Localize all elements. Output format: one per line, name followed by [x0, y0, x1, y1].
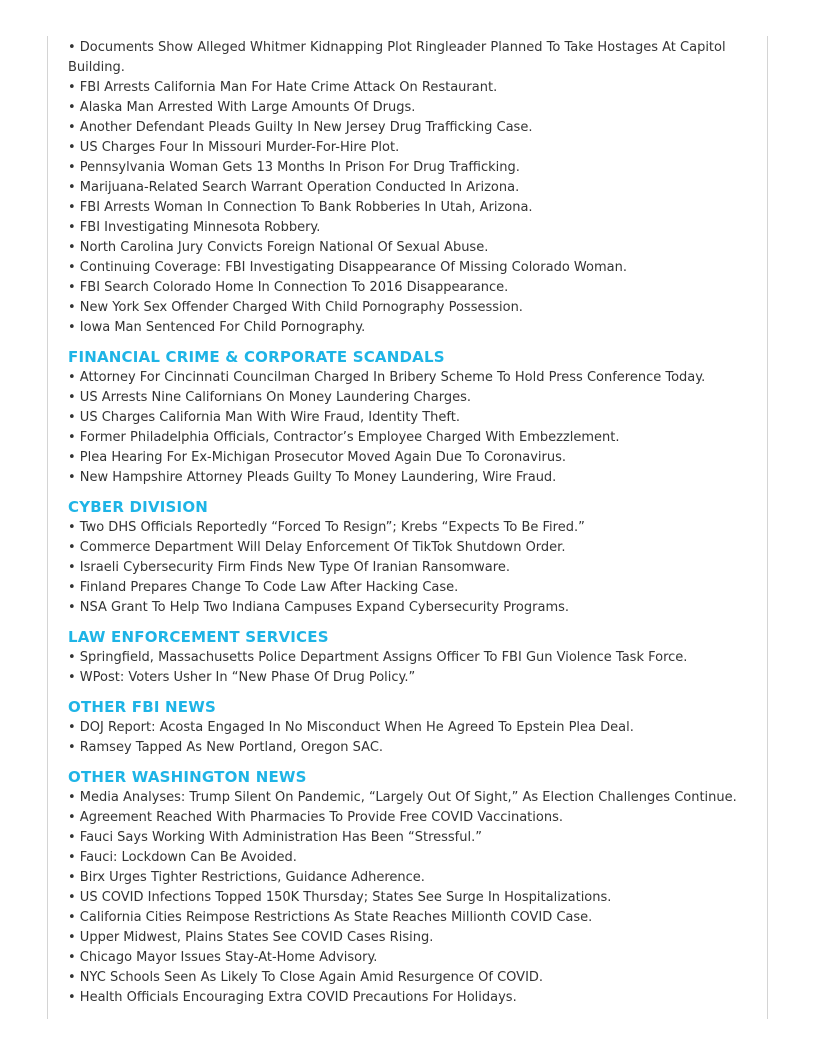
news-item[interactable]: • Two DHS Officials Reportedly “Forced To Resign”; Krebs “Expects To Be Fired.” — [68, 520, 585, 535]
section-heading: OTHER WASHINGTON NEWS — [68, 768, 307, 786]
news-item[interactable]: • DOJ Report: Acosta Engaged In No Misconduct When He Agreed To Epstein Plea Deal. — [68, 720, 634, 735]
news-item[interactable]: • WPost: Voters Usher In “New Phase Of Drug Policy.” — [68, 670, 416, 685]
news-item[interactable]: • Continuing Coverage: FBI Investigating Disappearance Of Missing Colorado Woman. — [68, 260, 627, 275]
news-item[interactable]: • Commerce Department Will Delay Enforcement Of TikTok Shutdown Order. — [68, 540, 566, 555]
news-item[interactable]: • Media Analyses: Trump Silent On Pandemic, “Largely Out Of Sight,” As Election Challenges Continue. — [68, 790, 737, 805]
section-heading: CYBER DIVISION — [68, 498, 209, 516]
news-item[interactable]: • Former Philadelphia Officials, Contractor’s Employee Charged With Embezzlement. — [68, 430, 620, 445]
news-item[interactable]: • FBI Arrests Woman In Connection To Bank Robberies In Utah, Arizona. — [68, 200, 533, 215]
news-item[interactable]: • Fauci Says Working With Administration Has Been “Stressful.” — [68, 830, 482, 845]
news-item[interactable]: • Health Officials Encouraging Extra COVID Precautions For Holidays. — [68, 990, 517, 1005]
news-item[interactable]: • New Hampshire Attorney Pleads Guilty To Money Laundering, Wire Fraud. — [68, 470, 557, 485]
news-item[interactable]: • Attorney For Cincinnati Councilman Charged In Bribery Scheme To Hold Press Conference Today. — [68, 370, 706, 385]
news-item[interactable]: • Springfield, Massachusetts Police Department Assigns Officer To FBI Gun Violence Task Force. — [68, 650, 688, 665]
section-heading: LAW ENFORCEMENT SERVICES — [68, 628, 329, 646]
news-item[interactable]: • US Arrests Nine Californians On Money Laundering Charges. — [68, 390, 472, 405]
news-item[interactable]: • Chicago Mayor Issues Stay-At-Home Advisory. — [68, 950, 378, 965]
news-item[interactable]: • FBI Arrests California Man For Hate Crime Attack On Restaurant. — [68, 80, 498, 95]
news-item[interactable]: • Finland Prepares Change To Code Law After Hacking Case. — [68, 580, 459, 595]
section-other-fbi-news — [68, 697, 758, 758]
news-item[interactable]: • NSA Grant To Help Two Indiana Campuses Expand Cybersecurity Programs. — [68, 600, 570, 615]
news-digest — [68, 38, 758, 1008]
news-item[interactable]: • US Charges Four In Missouri Murder-For-Hire Plot. — [68, 140, 400, 155]
news-item[interactable]: • Another Defendant Pleads Guilty In New Jersey Drug Trafficking Case. — [68, 120, 533, 135]
news-item[interactable]: • Birx Urges Tighter Restrictions, Guidance Adherence. — [68, 870, 425, 885]
news-item[interactable]: • Alaska Man Arrested With Large Amounts Of Drugs. — [68, 100, 416, 115]
news-item[interactable]: • Agreement Reached With Pharmacies To Provide Free COVID Vaccinations. — [68, 810, 563, 825]
news-item[interactable]: • FBI Search Colorado Home In Connection To 2016 Disappearance. — [68, 280, 509, 295]
news-item[interactable]: • Marijuana-Related Search Warrant Operation Conducted In Arizona. — [68, 180, 520, 195]
news-item[interactable]: • US COVID Infections Topped 150K Thursday; States See Surge In Hospitalizations. — [68, 890, 612, 905]
news-item[interactable]: • Pennsylvania Woman Gets 13 Months In Prison For Drug Trafficking. — [68, 160, 520, 175]
news-item[interactable]: • Fauci: Lockdown Can Be Avoided. — [68, 850, 297, 865]
news-item[interactable]: • FBI Investigating Minnesota Robbery. — [68, 220, 321, 235]
section-heading: FINANCIAL CRIME & CORPORATE SCANDALS — [68, 348, 445, 366]
news-item[interactable]: • NYC Schools Seen As Likely To Close Again Amid Resurgence Of COVID. — [68, 970, 544, 985]
section-other-washington-news — [68, 767, 758, 1008]
section-heading: OTHER FBI NEWS — [68, 698, 216, 716]
news-item[interactable]: • New York Sex Offender Charged With Child Pornography Possession. — [68, 300, 523, 315]
news-item[interactable]: • US Charges California Man With Wire Fraud, Identity Theft. — [68, 410, 460, 425]
news-item[interactable]: • Ramsey Tapped As New Portland, Oregon SAC. — [68, 740, 384, 755]
news-item[interactable]: • Documents Show Alleged Whitmer Kidnapping Plot Ringleader Planned To Take Hostages At Capitol Building. — [68, 40, 726, 75]
section-law-enforcement-services — [68, 627, 758, 688]
section-financial-crime — [68, 347, 758, 488]
section-continued — [68, 38, 758, 338]
news-item[interactable]: • Israeli Cybersecurity Firm Finds New Type Of Iranian Ransomware. — [68, 560, 510, 575]
news-item[interactable]: • Iowa Man Sentenced For Child Pornography. — [68, 320, 366, 335]
news-item[interactable]: • North Carolina Jury Convicts Foreign National Of Sexual Abuse. — [68, 240, 489, 255]
news-item[interactable]: • Plea Hearing For Ex-Michigan Prosecutor Moved Again Due To Coronavirus. — [68, 450, 567, 465]
section-cyber-division — [68, 497, 758, 618]
news-item[interactable]: • Upper Midwest, Plains States See COVID Cases Rising. — [68, 930, 434, 945]
news-item[interactable]: • California Cities Reimpose Restrictions As State Reaches Millionth COVID Case. — [68, 910, 593, 925]
